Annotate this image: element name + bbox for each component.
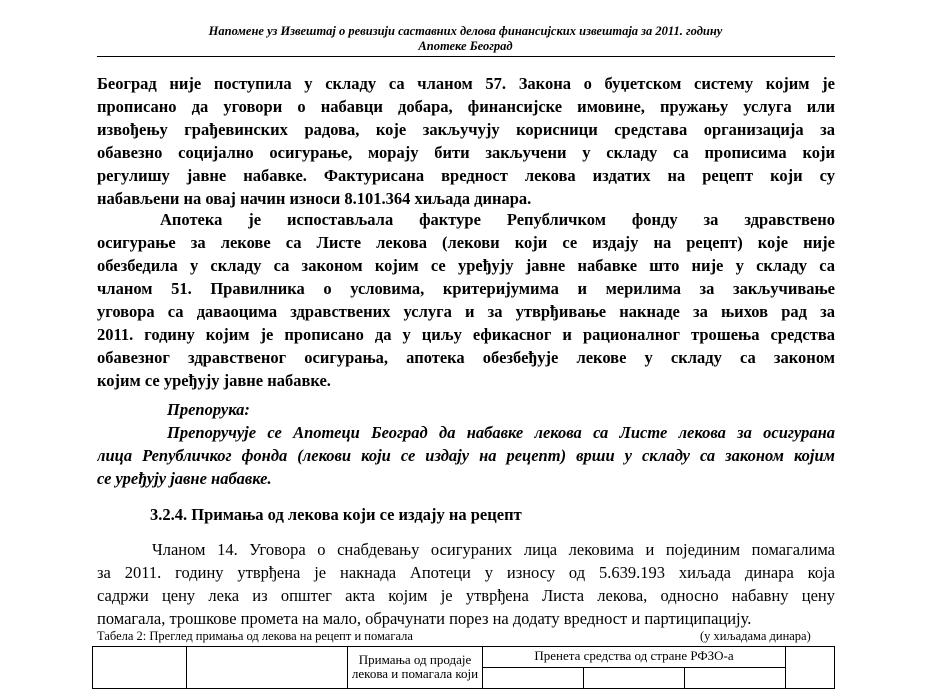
text-line: осигурање за лекове са Листе лекова (лекови који се издају на рецепт) које није (97, 233, 835, 252)
recommendation-block (97, 398, 835, 490)
text-line: уговора са даваоцима здравствених услуга и за утврђивање накнаде за њихов рад за (97, 302, 835, 321)
text-line: Препоручује се Апотеци Београд да набавке лекова са Листе лекова за осигурана (167, 423, 835, 442)
text-line: Чланом 14. Уговора о снабдевању осигураних лица лековима и појединим помагалима (152, 540, 835, 559)
table-cell (786, 647, 835, 689)
text-line: за 2011. годину утврђена је накнада Апотеци у износу од 5.639.193 хиљада динара која (97, 563, 835, 582)
table-cell (483, 668, 584, 689)
text-line: 2011. годину којим је прописано да у циљу ефикасног и рационалног трошења средства (97, 325, 835, 344)
text-line: којим се уређују јавне набавке. (97, 371, 331, 390)
text-line: обезбедила у складу са законом којим се уређују јавне набавке што није у складу са (97, 256, 835, 275)
section-heading: 3.2.4. Примања од лекова који се издају на рецепт (150, 505, 522, 524)
text-line: регулишу јавне набавке. Фактурисана вредност лекова издатих на рецепт који су (97, 166, 835, 185)
table-header-cell (348, 647, 483, 689)
text-line: набављени на овај начин износи 8.101.364 хиљада динара. (97, 189, 532, 208)
text-line: Апотека је испостављала фактуре Републичком фонду за здравствено (160, 210, 835, 229)
table-cell (93, 647, 187, 689)
text-line: лица Републичког фонда (лекови који се издају на рецепт) врши у складу са законом којим (97, 446, 835, 465)
text-line: обавезног здравственог осигурања, апотека обезбеђује лекове у складу са законом (97, 348, 835, 367)
revenue-table (92, 646, 835, 689)
table-unit-note: (у хиљадама динара) (700, 629, 811, 643)
paragraph-1 (97, 72, 835, 210)
text-line: Београд није поступила у складу са чланом 57. Закона о буџетском систему којим је (97, 74, 835, 93)
text-line: извођењу грађевинских радова, које закључују корисници средстава организација за (97, 120, 835, 139)
table-cell (187, 647, 348, 689)
table-header-row (93, 647, 835, 668)
text-line: садржи цену лека из општег акта којим је утврђена Листа лекова, односно набавну цену (97, 586, 835, 605)
text-line: прописано да уговори о набавци добара, финансијске имовине, пружању услуга или (97, 97, 835, 116)
header-title: Напомене уз Извештај о ревизији саставних делова финансијских извештаја за 2011. годину (208, 24, 723, 38)
header-divider (97, 56, 835, 57)
table-group-header (483, 647, 786, 668)
paragraph-3 (97, 538, 835, 630)
table-caption: Табела 2: Преглед примања од лекова на рецепт и помагала (97, 629, 413, 643)
text-line: чланом 51. Правилника о условима, критеријумима и мерилима за закључивање (97, 279, 835, 298)
header-subtitle: Апотеке Београд (418, 39, 513, 53)
text-line: се уређују јавне набавке. (97, 469, 272, 488)
text-line: обавезно социјално осигурање, морају бити закључени у складу са прописима који (97, 143, 835, 162)
text-line: помагала, трошкове промета на мало, обрачунати порез на додату вредност и партиципацију. (97, 609, 752, 628)
paragraph-2 (97, 208, 835, 392)
recommendation-title: Препорука: (167, 400, 250, 419)
table-cell (584, 668, 685, 689)
table-cell (685, 668, 786, 689)
table-group-label: Пренета средства од стране РФЗО-а (534, 648, 734, 663)
table-header-label: Примања од продаје лекова и помагала који (351, 652, 479, 681)
